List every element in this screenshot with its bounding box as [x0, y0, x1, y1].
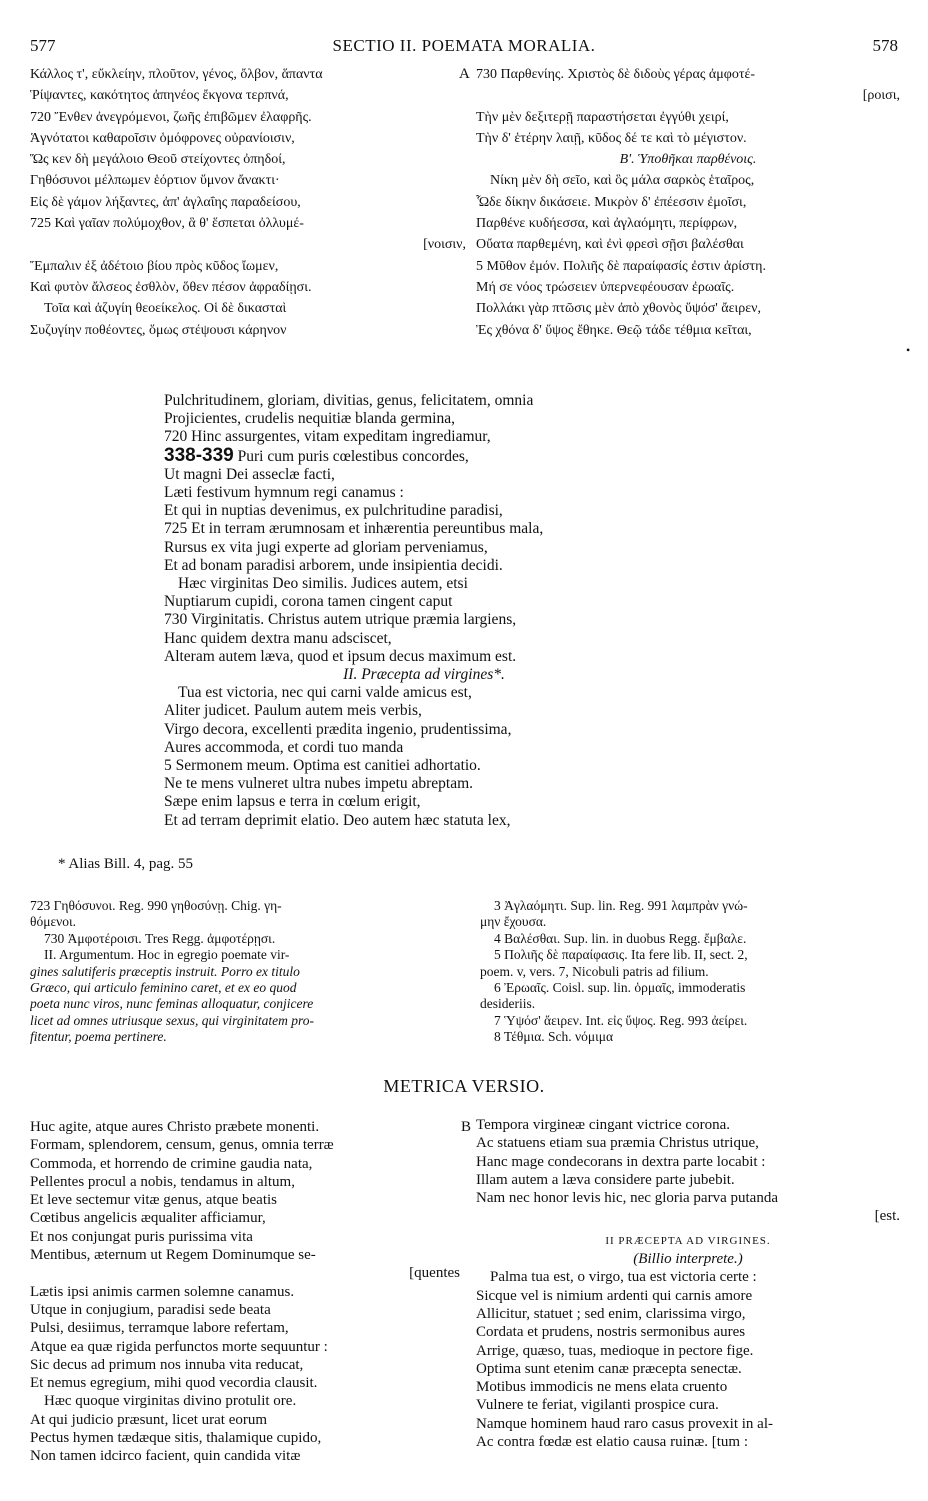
greek-line: 720 Ἔνθεν ἀνεγρόμενοι, ζωῆς ἐπιβῶμεν ἐλαφρῆς. — [30, 109, 312, 125]
latin-line: Alteram autem læva, quod et ipsum decus maximum est. — [164, 647, 517, 665]
note-line: desideriis. — [480, 996, 536, 1012]
latin-line: 730 Virginitatis. Christus autem utrique præmia largiens, — [164, 611, 517, 629]
latin-line: Pulchritudinem, gloriam, divitias, genus, felicitatem, omnia — [164, 392, 534, 409]
greek-line-continuation: [νοισιν, — [423, 237, 466, 253]
latin-line: Ne te mens vulneret ultra nubes impetu abreptam. — [164, 775, 474, 793]
translator-note: (Billio interprete.) — [633, 1251, 743, 1268]
verse-line: Hæc quoque virginitas divino protulit ore. — [44, 1393, 297, 1410]
greek-line: Ἁγνότατοι καθαροῖσιν ὁμόφρονες οὐρανίοισιν, — [30, 130, 295, 146]
note-line: 7 Ὑψόσ' ἄειρεν. Int. εἰς ὕψος. Reg. 993 ἀείρει. — [494, 1012, 748, 1028]
greek-line: 730 Παρθενίης. Χριστὸς δὲ διδοὺς γέρας ἀμφοτέ- — [476, 67, 755, 82]
notes-left — [30, 898, 460, 1046]
greek-line: Παρθένε κυδήεσσα, καὶ ἀγλαόμητι, περίφρων, — [476, 216, 738, 232]
note-line: 4 Βαλέσθαι. Sup. lin. in duobus Regg. ἔμβαλε. — [494, 930, 747, 946]
latin-line: 725 Et in terram ærumnosam et inhærentia pereuntibus mala, — [164, 520, 544, 538]
verse-line: Pectus hymen tædæque sitis, thalamique cupido, — [30, 1430, 322, 1447]
latin-line: Virgo decora, excellenti prædita ingenio, prudentissima, — [164, 720, 512, 738]
greek-line: 5 Μῦθον ἐμόν. Πολιῆς δὲ παραίφασίς ἐστιν ἀρίστη. — [476, 258, 766, 274]
note-line: 5 Πολιῆς δὲ παραίφασις. Ita fere lib. II, sect. 2, — [494, 947, 748, 963]
note-line: Græco, qui articulo feminino caret, et ex eo quod — [30, 980, 297, 996]
verse-line: Commoda, et horrendo de crimine gaudia nata, — [30, 1155, 313, 1172]
verse-line: Palma tua est, o virgo, tua est victoria certe : — [490, 1269, 757, 1286]
verse-line: At qui judicio præsunt, licet urat eorum — [30, 1411, 268, 1428]
verse-line: Mentibus, æternum ut Regem Dominumque se- — [30, 1247, 316, 1264]
verse-line: Hanc mage condecorans in dextra parte locabit : — [476, 1153, 766, 1170]
greek-line: Καὶ φυτὸν ἄλσεος ἐσθλὸν, ὅθεν πέσον ἀφραδίῃσι. — [30, 279, 312, 295]
verse-line: Namque hominem haud raro casus provexit in al- — [476, 1415, 773, 1432]
note-line: 3 Ἀγλαόμητι. Sup. lin. Reg. 991 λαμπρὰν γνώ- — [494, 898, 748, 913]
note-line: μην ἔχουσα. — [480, 914, 547, 930]
latin-line: Rursus ex vita jugi experte ad gloriam perveniamus, — [164, 538, 488, 556]
metrica-left-column — [30, 1118, 460, 1466]
latin-line: Aures accommoda, et cordi tuo manda — [164, 738, 404, 756]
verse-line-continuation: [quentes — [409, 1265, 460, 1282]
verse-line: Atque ea quæ rigida perfunctos morte sequuntur : — [30, 1338, 328, 1355]
verse-line: Sicque vel is nimium ardenti qui carnis amore — [476, 1287, 753, 1304]
greek-line: Συζυγίην ποθέοντες, ὅμως στέψουσι κάρηνον — [30, 322, 287, 338]
latin-line: Et ad bonam paradisi arborem, unde insipientia decidi. — [164, 556, 503, 574]
verse-line: Et leve sectemur vitæ genus, atque beatis — [30, 1192, 278, 1209]
footnote: * Alias Bill. 4, pag. 55 — [58, 856, 193, 872]
verse-line: Utque in conjugium, paradisi sede beata — [30, 1301, 271, 1318]
greek-subheading: Β'. Ὑποθῆκαι παρθένοις. — [619, 152, 757, 168]
latin-line: Et qui in nuptias devenimus, ex pulchritudine paradisi, — [164, 502, 503, 520]
note-line: 723 Γηθόσυνοι. Reg. 990 γηθοσύνῃ. Chig. γη- — [30, 898, 282, 913]
verse-line: Vulnere te feriat, vigilanti prospice cura. — [476, 1397, 719, 1414]
page-marker: 338-339 — [164, 446, 234, 466]
greek-line: Τοῖα καὶ ἀζυγίη θεοείκελος. Οἱ δὲ δικασταὶ — [44, 301, 287, 317]
latin-subheading: II. Præcepta ad virgines*. — [343, 666, 505, 684]
greek-line-continuation: [ροισι, — [862, 88, 900, 104]
greek-line: 725 Καὶ γαῖαν πολύμοχθον, ἃ θ' ἕσπεται ὀλλυμέ- — [30, 216, 304, 232]
notes-right — [480, 898, 900, 1046]
greek-line: Ῥίψαντες, κακότητος ἀπηνέος ἔκγονα τερπνά, — [30, 88, 289, 104]
verse-line: Cordata et prudens, nostris sermonibus aures — [476, 1324, 746, 1341]
latin-line: Projicientes, crudelis nequitiæ blanda germina, — [164, 410, 455, 428]
note-line: poem. v, vers. 7, Nicobuli patris ad filium. — [480, 963, 709, 979]
metrica-title: METRICA VERSIO. — [383, 1076, 545, 1096]
page-number-left: 577 — [30, 36, 56, 55]
latin-line-text: Puri cum puris cœlestibus concordes, — [237, 447, 469, 465]
note-line: fitentur, poema pertinere. — [30, 1029, 167, 1045]
verse-line: Arrige, quæso, tuas, medioque in pectore fige. — [476, 1342, 754, 1359]
verse-line: Formam, splendorem, censum, genus, omnia terræ — [30, 1137, 334, 1154]
greek-line: Τὴν μὲν δεξιτερῇ παραστήσεται ἐγγύθι χειρί, — [476, 109, 729, 125]
verse-line: Pellentes procul a nobis, tendamus in altum, — [30, 1173, 295, 1190]
section-title: SECTIO II. POEMATA MORALIA. — [332, 36, 596, 55]
greek-line: Γηθόσυνοι μέλπωμεν ἑόρτιον ὕμνον ἄνακτι· — [30, 173, 280, 189]
greek-line: Ὧδε δίκην δικάσειε. Μικρὸν δ' ἐπέεσσιν ἐμοῖσι, — [476, 194, 747, 210]
note-line: poeta nunc viros, nunc feminas alloquatur, conjicere — [30, 996, 314, 1012]
verse-line: Et nemus egregium, mihi quod vecordia clausit. — [30, 1375, 318, 1392]
greek-line: Κάλλος τ', εὔκλείην, πλοῦτον, γένος, ὄλβον, ἅπαντα — [30, 67, 323, 82]
verse-line: Ac statuens etiam sua præmia Christus utrique, — [476, 1135, 759, 1152]
margin-letter-b: B — [461, 1119, 472, 1135]
note-line: II. Argumentum. Hoc in egregio poemate vir- — [44, 947, 290, 963]
note-line: 8 Τέθμια. Sch. νόμιμα — [494, 1029, 614, 1045]
latin-line: Læti festivum hymnum regi canamus : — [164, 484, 404, 502]
greek-line: Μή σε νόος τρώσειεν ὑπερνεφέουσαν ἐρωαῖς. — [476, 279, 735, 295]
latin-translation — [164, 392, 684, 830]
verse-line: Sic decus ad primum nos innuba vita reducat, — [30, 1356, 304, 1373]
latin-line: Ut magni Dei asseclæ facti, — [164, 465, 335, 483]
note-line: 6 Ἐρωαῖς. Coisl. sup. lin. ὁρμαῖς, immoderatis — [494, 980, 746, 996]
greek-line: Πολλάκι γὰρ πτῶσις μὲν ἀπὸ χθονὸς ὕψόσ' ἄειρεν, — [476, 301, 761, 317]
bullet-mark: • — [906, 343, 911, 357]
latin-line: 720 Hinc assurgentes, vitam expeditam ingrediamur, — [164, 428, 491, 446]
latin-line: Aliter judicet. Paulum autem meis verbis, — [164, 702, 422, 720]
latin-line — [164, 447, 684, 466]
greek-left-column — [30, 64, 466, 341]
page-number-right: 578 — [872, 36, 898, 55]
greek-line: Ἔμπαλιν ἐξ ἀδέτοιο βίου πρὸς κῦδος ἴωμεν, — [30, 258, 279, 274]
verse-line: Huc agite, atque aures Christo præbete monenti. — [30, 1119, 320, 1135]
metrica-subheading: II PRÆCEPTA AD VIRGINES. — [605, 1234, 771, 1247]
verse-line: Illam autem a læva considere parte jubebit. — [476, 1171, 735, 1188]
verse-line: Non tamen idcirco facient, quin candida vitæ — [30, 1448, 301, 1465]
note-line: licet ad omnes utriusque sexus, qui virginitatem pro- — [30, 1012, 314, 1028]
greek-line: Ἐς χθόνα δ' ὕψος ἔθηκε. Θεῷ τάδε τέθμια κεῖται, — [476, 322, 752, 338]
latin-line: Hæc virginitas Deo similis. Judices autem, etsi — [178, 575, 468, 593]
note-line: θόμενοι. — [30, 914, 76, 930]
verse-line: Optima sunt etenim canæ præcepta senectæ. — [476, 1360, 742, 1377]
verse-line: Lætis ipsi animis carmen solemne canamus. — [30, 1283, 295, 1300]
latin-line: Sæpe enim lapsus e terra in cœlum erigit, — [164, 793, 421, 811]
verse-line: Ac contra fœdæ est elatio causa ruinæ. [tum : — [476, 1434, 749, 1451]
verse-line: Nam nec honor levis hic, nec gloria parva putanda — [476, 1190, 778, 1207]
greek-line: Οὔατα παρθεμένη, καὶ ἐνὶ φρεσὶ σῇσι βαλέσθαι — [476, 237, 744, 253]
running-header — [30, 36, 898, 58]
verse-line: Cœtibus angelicis æqualiter afficiamur, — [30, 1210, 266, 1227]
margin-letter-a: A — [459, 66, 470, 82]
verse-line: Motibus immodicis ne mens elata cruento — [476, 1379, 728, 1396]
note-line: 730 Ἀμφοτέροισι. Tres Regg. ἀμφοτέρῃσι. — [44, 930, 276, 946]
verse-line: Et nos conjungat puris purissima vita — [30, 1228, 253, 1245]
verse-line: Tempora virgineæ cingant victrice corona. — [476, 1117, 730, 1133]
verse-line-continuation: [est. — [874, 1208, 900, 1225]
verse-line: Allicitur, statuet ; sed enim, clarissima virgo, — [476, 1305, 746, 1322]
verse-line: Pulsi, desiimus, terramque labore refertam, — [30, 1320, 289, 1337]
greek-line: Εἰς δὲ γάμον λήξαντες, ἀπ' ἀγλαΐης παραδείσου, — [30, 194, 301, 210]
latin-line: Et ad terram deprimit elatio. Deo autem hæc statuta lex, — [164, 811, 511, 829]
greek-line: Νίκη μὲν δὴ σεῖο, καὶ ὃς μάλα σαρκὸς ἑταῖρος, — [490, 173, 755, 189]
metrica-right-column — [476, 1116, 900, 1451]
latin-line: 5 Sermonem meum. Optima est canitiei adhortatio. — [164, 757, 481, 775]
note-line: gines salutiferis præceptis instruit. Porro ex titulo — [30, 963, 300, 979]
latin-line: Nuptiarum cupidi, corona tamen cingent caput — [164, 593, 453, 611]
latin-line: Tua est victoria, nec qui carni valde amicus est, — [178, 684, 472, 702]
greek-right-column — [476, 64, 900, 341]
greek-line: Τὴν δ' ἑτέρην λαιῇ, κῦδος δέ τε καὶ τὸ μέγιστον. — [476, 130, 747, 146]
latin-line: Hanc quidem dextra manu adsciscet, — [164, 629, 392, 647]
greek-line: Ὥς κεν δὴ μεγάλοιο Θεοῦ στείχοντες ὀπηδοί, — [30, 152, 286, 168]
